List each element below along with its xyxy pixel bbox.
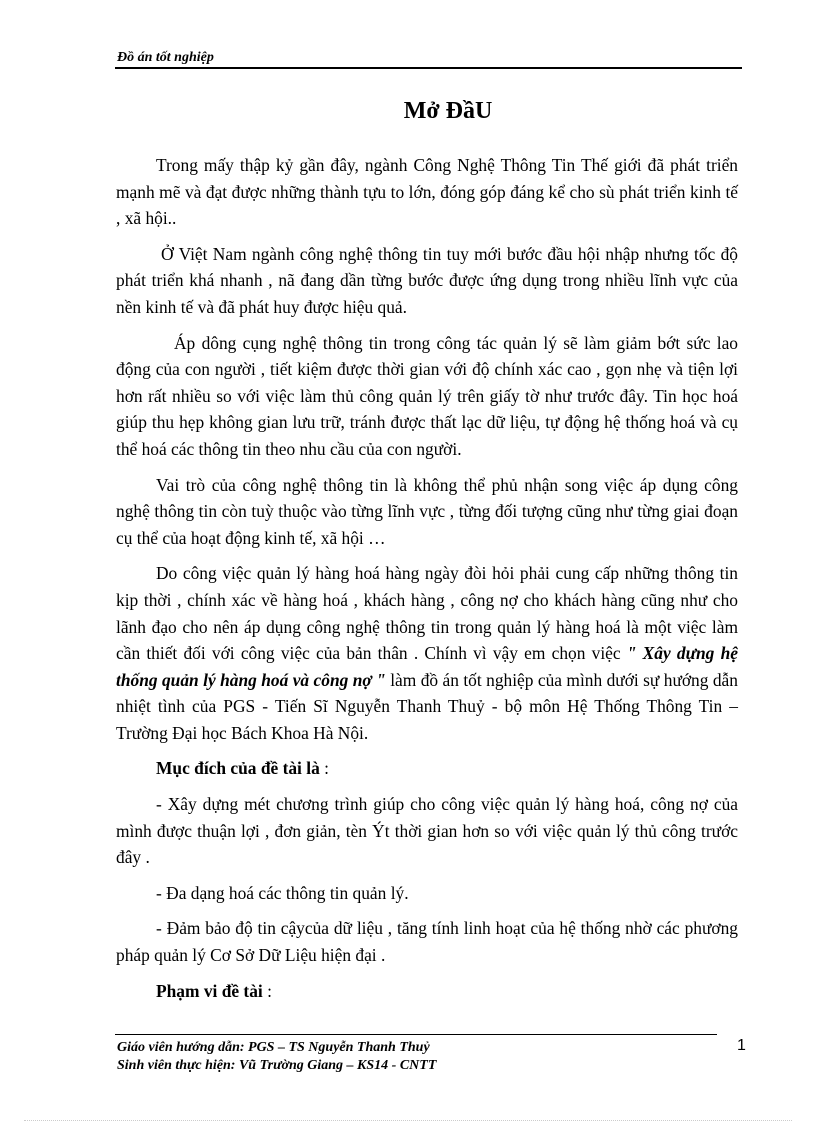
paragraph-intro: Trong mấy thập kỷ gần đây, ngành Công Nghệ Thông Tin Thế giới đã phát triển mạnh mẽ và đạt được những thành tựu to lớn, đóng góp đáng kể cho sù phát triển kinh tế , xã hội.. xyxy=(116,155,738,229)
scope-heading xyxy=(116,978,738,1005)
paragraph-project-choice xyxy=(116,560,738,746)
purpose-heading-colon: : xyxy=(319,758,329,779)
page-title: Mở ĐầU xyxy=(403,98,493,124)
header-rule xyxy=(115,67,742,69)
page-bottom-border xyxy=(24,1120,792,1121)
page-number: 1 xyxy=(737,1037,746,1054)
document-body xyxy=(116,152,738,1013)
purpose-item: - Đảm bảo độ tin cậycủa dữ liệu , tăng tính linh hoạt của hệ thống nhờ các phương pháp quản lý Cơ Sở Dữ Liệu hiện đại . xyxy=(116,918,738,966)
project-choice-text: Do công việc quản lý hàng hoá hàng ngày đòi hỏi phải cung cấp những thông tin kịp thời , chính xác về hàng hoá , khách hàng , công nợ cho khách hàng cũng như cho lãnh đạo cho nên áp dụng công nghệ thông tin trong quản lý hàng hoá là một việc làm cần thiết đối với công việc của bản thân . Chính vì vậy em chọn việc xyxy=(116,563,738,664)
paragraph-application: Áp dông cụng nghệ thông tin trong công tác quản lý sẽ làm giảm bớt sức lao động của con người , tiết kiệm được thời gian với độ chính xác cao , gọn nhẹ và tiện lợi hơn rất nhiều so với việc làm thủ công quản lý trên giấy tờ như trước đây. Tin học hoá giúp thu hẹp không gian lưu trữ, tránh được thất lạc dữ liệu, tự động hệ thống hoá và cụ thể hoá các thông tin theo nhu cầu của con người. xyxy=(116,332,738,459)
footer-student: Sinh viên thực hiện: Vũ Trường Giang – KS14 - CNTT xyxy=(117,1058,437,1073)
project-title: " Xây dựng hệ thống quản lý hàng hoá và công nợ " xyxy=(116,643,738,690)
purpose-heading xyxy=(116,755,738,782)
paragraph-role: Vai trò của công nghệ thông tin là không thể phủ nhận song việc áp dụng công nghệ thông tin còn tuỳ thuộc vào từng lĩnh vực , từng đối tượng cũng như từng giai đoạn cụ thể của hoạt động kinh tế, xã hội … xyxy=(116,474,738,548)
purpose-heading-text: Mục đích của đề tài là xyxy=(156,758,320,779)
paragraph-vietnam: Ở Việt Nam ngành công nghệ thông tin tuy mới bước đầu hội nhập nhưng tốc độ phát triển khá nhanh , nã đang dần từng bước được ứng dụng trong nhiều lĩnh vực của nền kinh tế và đã phát huy được hiệu quả. xyxy=(116,243,738,317)
running-header: Đồ án tốt nghiệp xyxy=(117,50,214,65)
project-choice-text-cont: làm đồ án tốt nghiệp của mình dưới sự hướng dẫn nhiệt tình của PGS - Tiến Sĩ Nguyễn Thanh Thuỷ - bộ môn Hệ Thống Thông Tin –Trường Đại học Bách Khoa Hà Nội. xyxy=(116,669,738,743)
purpose-item: - Đa dạng hoá các thông tin quản lý. xyxy=(156,882,409,903)
scope-heading-colon: : xyxy=(262,980,272,1001)
footer-supervisor: Giáo viên hướng dẫn: PGS – TS Nguyễn Thanh Thuỷ xyxy=(117,1040,430,1055)
footer-rule xyxy=(115,1034,717,1035)
scope-heading-text: Phạm vi đề tài xyxy=(156,980,263,1001)
purpose-item: - Xây dựng mét chương trình giúp cho công việc quản lý hàng hoá, công nợ của mình được thuận lợi , đơn giản, tèn Ýt thời gian hơn so với việc quản lý thủ công trước đây . xyxy=(116,794,738,868)
